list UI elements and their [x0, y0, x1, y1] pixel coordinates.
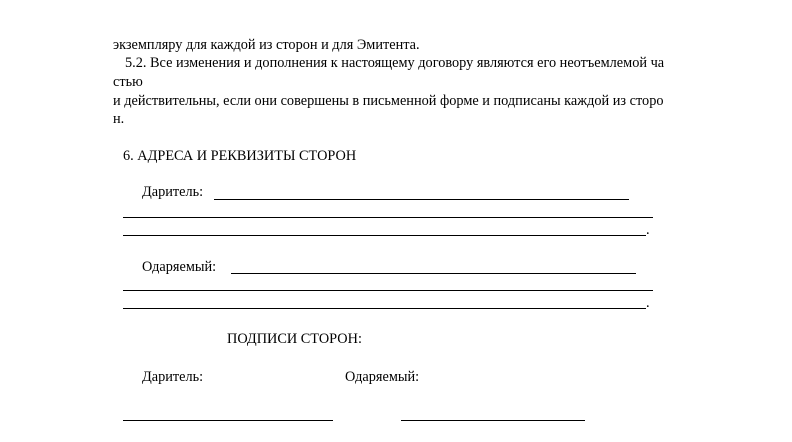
paragraph-line: и действительны, если они совершены в письменной форме и подписаны каждой из сторо [113, 93, 664, 109]
period: . [646, 295, 650, 311]
donor-signature-line [123, 420, 333, 421]
section-title: 6. АДРЕСА И РЕКВИЗИТЫ СТОРОН [123, 148, 357, 164]
donee-field-line [231, 273, 636, 274]
sign-donor-label: Даритель: [142, 369, 204, 385]
paragraph-line: 5.2. Все изменения и дополнения к настоящему договору являются его неотъемлемой ча [125, 55, 665, 71]
donee-field-line [123, 290, 653, 291]
paragraph-line: экземпляру для каждой из сторон и для Эмитента. [113, 37, 420, 53]
period: . [646, 222, 650, 238]
donee-field-line [123, 308, 646, 309]
signatures-title: ПОДПИСИ СТОРОН: [227, 331, 362, 347]
donee-label: Одаряемый: [142, 259, 217, 275]
donor-field-line [214, 199, 629, 200]
donee-signature-line [401, 420, 585, 421]
sign-donee-label: Одаряемый: [345, 369, 420, 385]
paragraph-line: стью [113, 74, 143, 90]
donor-field-line [123, 235, 646, 236]
paragraph-line: н. [113, 111, 125, 127]
donor-field-line [123, 217, 653, 218]
donor-label: Даритель: [142, 184, 204, 200]
